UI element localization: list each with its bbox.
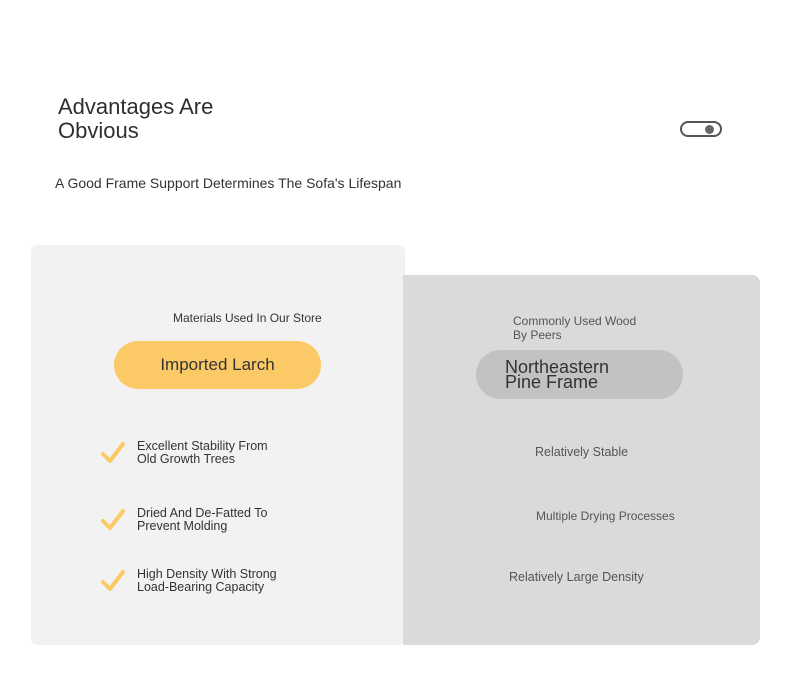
peer-caption-line-2: By Peers xyxy=(513,328,562,342)
feature-text xyxy=(137,440,307,466)
toggle-knob xyxy=(705,125,714,134)
feature-text-line: High Density With Strong xyxy=(137,567,277,581)
feature-text-line: Dried And De-Fatted To xyxy=(137,506,268,520)
peer-feature-item: Relatively Stable xyxy=(535,445,629,459)
feature-text-line: Excellent Stability From xyxy=(137,439,268,453)
page-title-line-2: Obvious xyxy=(58,118,139,143)
feature-item xyxy=(101,568,307,594)
feature-text xyxy=(137,507,307,533)
feature-text-line: Old Growth Trees xyxy=(137,452,235,466)
our-material-badge: Imported Larch xyxy=(114,341,321,389)
peer-feature-item: Relatively Large Density xyxy=(509,570,644,584)
check-icon xyxy=(101,508,125,532)
feature-item xyxy=(101,440,307,466)
page-title xyxy=(58,95,308,143)
peer-material-line-1: Northeastern xyxy=(505,357,610,377)
feature-text xyxy=(137,568,307,594)
our-materials-caption: Materials Used In Our Store xyxy=(173,311,322,325)
check-icon xyxy=(101,569,125,593)
peer-material-line-2: Pine Frame xyxy=(505,372,599,392)
peer-materials-caption xyxy=(513,314,673,342)
page-subtitle: A Good Frame Support Determines The Sofa's Lifespan xyxy=(55,175,402,191)
toggle-switch[interactable] xyxy=(680,121,722,137)
feature-item xyxy=(101,507,307,533)
page-title-line-1: Advantages Are xyxy=(58,94,214,119)
feature-text-line: Load-Bearing Capacity xyxy=(137,580,265,594)
peer-material-badge xyxy=(476,350,683,399)
check-icon xyxy=(101,441,125,465)
feature-text-line: Prevent Molding xyxy=(137,519,228,533)
peer-caption-line-1: Commonly Used Wood xyxy=(513,314,637,328)
peer-feature-item: Multiple Drying Processes xyxy=(536,509,675,523)
